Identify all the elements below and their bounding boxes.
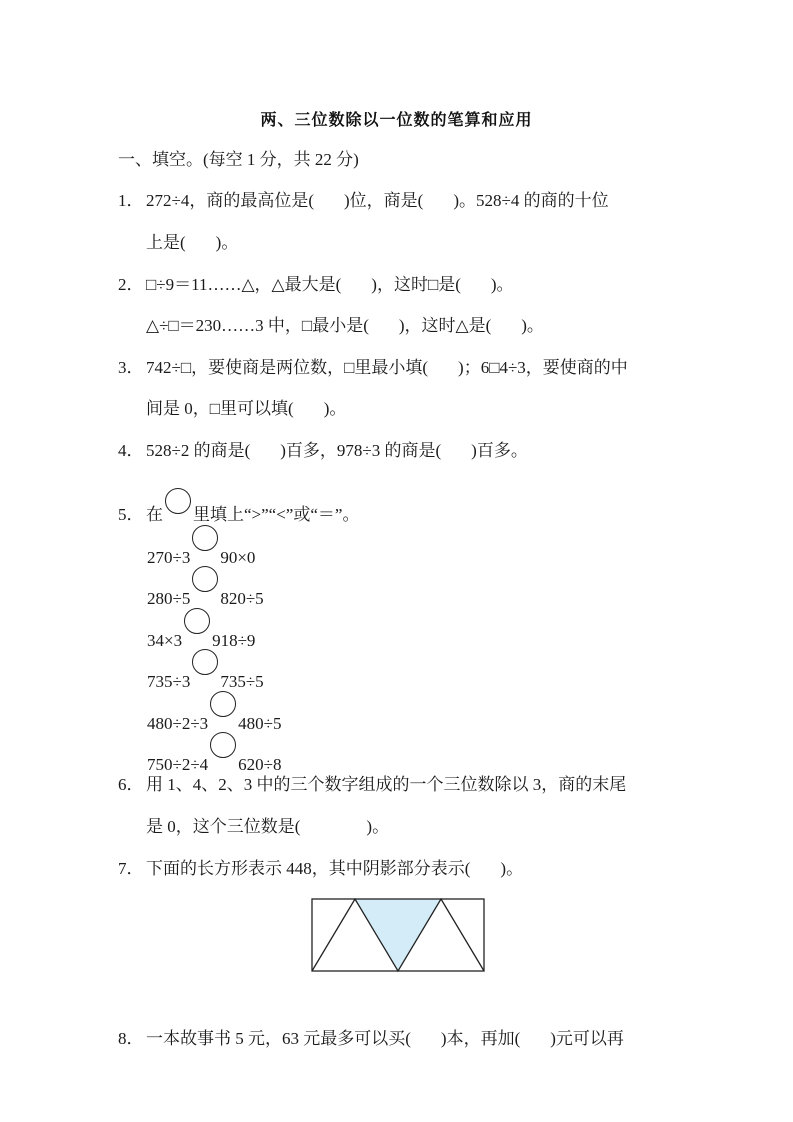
question-text: )。: [215, 233, 239, 252]
question-number: 7．: [118, 859, 144, 878]
question-text: 间是 0，□里可以填(: [146, 399, 294, 418]
comparison-left: 480÷2÷3: [147, 714, 209, 733]
comparison-row: [147, 616, 255, 651]
question-number: 8．: [118, 1029, 144, 1048]
comparison-circle-blank[interactable]: [192, 566, 218, 592]
question-text: )元可以再: [550, 1029, 624, 1048]
question-text: )。528÷4 的商的十位: [453, 191, 609, 210]
question-text: )。: [500, 859, 524, 878]
question-text: 用 1、4、2、3 中的三个数字组成的一个三位数除以 3，商的末尾: [146, 775, 627, 794]
comparison-right: 918÷9: [212, 631, 256, 650]
comparison-circle-blank[interactable]: [184, 608, 210, 634]
question-text: )，这时□是(: [371, 275, 461, 294]
question-text: 742÷□，要使商是两位数，□里最小填(: [146, 358, 429, 377]
comparison-left: 270÷3: [147, 548, 191, 567]
comparison-row: [147, 574, 264, 609]
question-6-line-1: [118, 775, 626, 795]
comparison-left: 280÷5: [147, 589, 191, 608]
question-3-line-2: [146, 399, 346, 419]
question-7: [118, 859, 523, 879]
comparison-circle-blank[interactable]: [192, 649, 218, 675]
question-text: )；6□4÷3，要使商的中: [458, 358, 628, 377]
question-text: )本，再加(: [440, 1029, 521, 1048]
comparison-circle-blank[interactable]: [210, 691, 236, 717]
question-2-line-2: [146, 316, 544, 336]
comparison-left: 750÷2÷4: [147, 755, 209, 774]
rectangle-triangle-figure: [311, 898, 485, 974]
comparison-row: [147, 699, 282, 734]
question-4: [118, 441, 528, 461]
question-number: 5．: [118, 505, 144, 524]
question-text: )位，商是(: [344, 191, 424, 210]
question-number: 3．: [118, 358, 144, 377]
question-text: )百多，978÷3 的商是(: [280, 441, 442, 460]
comparison-row: [147, 657, 264, 692]
comparison-right: 480÷5: [238, 714, 282, 733]
question-6-line-2: [146, 817, 389, 837]
question-text: 上是(: [146, 233, 186, 252]
question-5-instruction: [118, 488, 359, 525]
question-number: 4．: [118, 441, 144, 460]
question-text: )百多。: [471, 441, 528, 460]
question-text: 里填上“>”“<”或“＝”。: [193, 505, 360, 524]
comparison-circle-blank[interactable]: [192, 525, 218, 551]
question-number: 2．: [118, 275, 144, 294]
comparison-circle-blank[interactable]: [210, 732, 236, 758]
question-text: 在: [146, 505, 163, 524]
comparison-row: [147, 740, 282, 775]
question-text: )。: [521, 316, 544, 335]
question-number: 6．: [118, 775, 144, 794]
shaded-triangle: [355, 899, 441, 971]
comparison-row: [147, 533, 255, 568]
question-text: )。: [366, 817, 390, 836]
comparison-left: 34×3: [147, 631, 183, 650]
question-1-line-1: [118, 191, 609, 211]
question-3-line-1: [118, 358, 628, 378]
question-text: □÷9＝11……△，△最大是(: [146, 275, 342, 294]
question-2-line-1: [118, 275, 514, 295]
comparison-left: 735÷3: [147, 672, 191, 691]
question-number: 1．: [118, 191, 144, 210]
question-text: 528÷2 的商是(: [146, 441, 251, 460]
comparison-right: 90×0: [220, 548, 256, 567]
circle-icon: [165, 488, 191, 514]
comparison-right: 735÷5: [220, 672, 264, 691]
question-text: 是 0，这个三位数是(: [146, 817, 301, 836]
comparison-right: 620÷8: [238, 755, 282, 774]
question-text: )。: [490, 275, 514, 294]
question-text: 下面的长方形表示 448，其中阴影部分表示(: [146, 859, 471, 878]
question-text: △÷□＝230……3 中，□最小是(: [146, 316, 369, 335]
section-heading: 一、填空。(每空 1 分，共 22 分): [118, 150, 359, 169]
question-text: 272÷4，商的最高位是(: [146, 191, 314, 210]
question-1-line-2: [146, 233, 238, 253]
comparison-right: 820÷5: [220, 589, 264, 608]
question-text: 一本故事书 5 元，63 元最多可以买(: [146, 1029, 411, 1048]
question-8: [118, 1029, 624, 1049]
question-text: )。: [323, 399, 347, 418]
question-text: )，这时△是(: [398, 316, 492, 335]
page-title: 两、三位数除以一位数的笔算和应用: [260, 110, 533, 129]
